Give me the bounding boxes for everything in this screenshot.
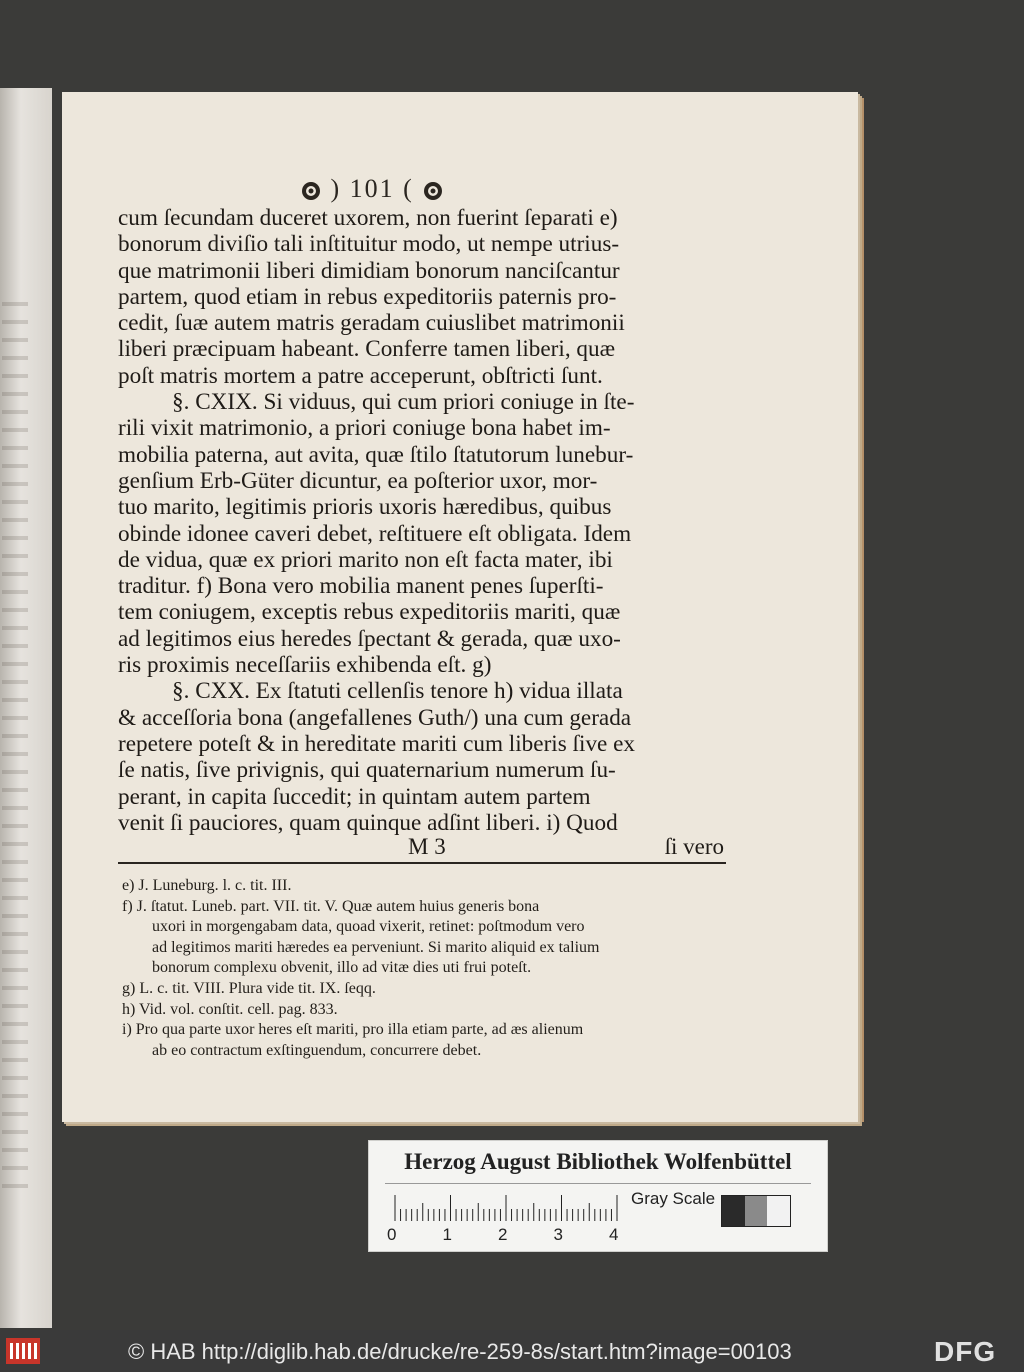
ruler-numbers bbox=[387, 1225, 627, 1245]
catchword: ſi vero bbox=[664, 834, 724, 859]
footnote-line: f) J. ſtatut. Luneb. part. VII. tit. V. Quæ autem huius generis bona bbox=[122, 897, 540, 915]
body-line: traditur. f) Bona vero mobilia manent penes ſuperſti- bbox=[118, 573, 604, 600]
footnote-rule bbox=[118, 862, 726, 864]
body-line: partem, quod etiam in rebus expeditoriis paternis pro- bbox=[118, 283, 617, 310]
gray-swatch bbox=[722, 1196, 745, 1226]
body-line: §. CXX. Ex ſtatuti cellenſis tenore h) vidua illata bbox=[172, 678, 623, 705]
library-name: Herzog August Bibliothek Wolfenbüttel bbox=[404, 1149, 792, 1174]
adjacent-page-text bbox=[2, 288, 28, 1188]
body-text bbox=[118, 205, 726, 836]
body-line: bonorum diviſio tali inſtituitur modo, ut nempe utrius- bbox=[118, 231, 620, 258]
body-line: tem coniugem, exceptis rebus expeditoriis mariti, quæ bbox=[118, 599, 621, 626]
adjacent-page-strip bbox=[0, 88, 52, 1328]
body-line: de vidua, quæ ex priori marito non eſt facta mater, ibi bbox=[118, 546, 613, 573]
body-line: venit ſi pauciores, quam quinque adſint liberi. i) Quod bbox=[118, 809, 618, 836]
ruler-number: 0 bbox=[387, 1225, 397, 1244]
page-number: ) 101 ( bbox=[330, 174, 414, 203]
footnote-line: e) J. Luneburg. l. c. tit. III. bbox=[122, 877, 292, 894]
hab-logo-icon bbox=[6, 1338, 40, 1364]
footnote-line: bonorum complexu obvenit, illo ad vitæ dies uti frui poteſt. bbox=[152, 959, 532, 977]
body-line: perant, in capita ſuccedit; in quintam autem partem bbox=[118, 783, 591, 810]
signature-line bbox=[118, 834, 726, 860]
body-line: §. CXIX. Si viduus, qui cum priori coniuge in ſte- bbox=[172, 389, 635, 416]
copyright-url[interactable]: © HAB http://diglib.hab.de/drucke/re-259-8s/start.htm?image=00103 bbox=[128, 1339, 792, 1364]
footnote-line: g) L. c. tit. VIII. Plura vide tit. IX. ſeqq. bbox=[122, 979, 376, 997]
body-line: mobilia paterna, aut avita, quæ ſtilo ſtatutorum lunebur- bbox=[118, 441, 634, 468]
body-line: ſe natis, ſive privignis, qui quaternarium numerum ſu- bbox=[118, 757, 616, 784]
body-line: cum ſecundam duceret uxorem, non fuerint ſeparati e) bbox=[118, 205, 618, 231]
gray-scale-label: Gray Scale bbox=[631, 1189, 716, 1208]
gray-swatch bbox=[745, 1196, 768, 1226]
body-line: repetere poteſt & in hereditate mariti cum liberis ſive ex bbox=[118, 730, 636, 757]
page-header bbox=[300, 174, 600, 204]
body-line: cedit, ſuæ autem matris geradam cuiuslibet matrimonii bbox=[118, 310, 625, 337]
footer-bar bbox=[0, 1330, 1024, 1372]
gray-swatch bbox=[767, 1196, 790, 1226]
footnote-line: uxori in morgengabam data, quoad vixerit, retinet: poſtmodum vero bbox=[152, 918, 585, 936]
footnotes bbox=[122, 876, 734, 1061]
body-line: rili vixit matrimonio, a priori coniuge bona habet im- bbox=[118, 415, 611, 442]
footnote-line: h) Vid. vol. conſtit. cell. pag. 833. bbox=[122, 1000, 338, 1018]
signature-mark: M 3 bbox=[408, 834, 446, 859]
ruler-number: 3 bbox=[553, 1225, 563, 1244]
rosette-icon bbox=[300, 180, 322, 202]
library-label-card bbox=[368, 1140, 828, 1252]
body-line: obinde idonee caveri debet, reſtituere eſt obligata. Idem bbox=[118, 520, 632, 547]
body-line: que matrimonii liberi dimidiam bonorum nanciſcantur bbox=[118, 257, 620, 284]
body-line: genſium Erb-Güter dicuntur, ea poſterior uxor, mor- bbox=[118, 467, 598, 494]
label-divider bbox=[385, 1183, 811, 1184]
ruler-scale bbox=[393, 1193, 621, 1221]
footnote-line: ab eo contractum exſtinguendum, concurrere debet. bbox=[152, 1041, 482, 1059]
rosette-icon bbox=[422, 180, 444, 202]
dfg-logo: DFG bbox=[934, 1336, 997, 1367]
ruler-number: 4 bbox=[609, 1225, 619, 1244]
body-line: liberi præcipuam habeant. Conferre tamen liberi, quæ bbox=[118, 336, 616, 363]
gray-scale-swatches bbox=[721, 1195, 791, 1227]
body-line: ris proximis neceſſariis exhibenda eſt. g) bbox=[118, 652, 492, 679]
body-line: ad legitimos eius heredes ſpectant & gerada, quæ uxo- bbox=[118, 625, 621, 652]
footnote-line: ad legitimos mariti hæredes ea perveniunt. Si marito aliquid ex talium bbox=[152, 938, 600, 956]
ruler-number: 1 bbox=[442, 1225, 452, 1244]
body-line: & acceſſoria bona (angefallenes Guth/) una cum gerada bbox=[118, 704, 632, 731]
ruler-number: 2 bbox=[498, 1225, 508, 1244]
body-line: poſt matris mortem a patre acceperunt, obſtricti ſunt. bbox=[118, 362, 603, 389]
footnote-line: i) Pro qua parte uxor heres eſt mariti, pro illa etiam parte, ad æs alienum bbox=[122, 1021, 584, 1039]
body-line: tuo marito, legitimis prioris uxoris hæredibus, quibus bbox=[118, 494, 612, 521]
